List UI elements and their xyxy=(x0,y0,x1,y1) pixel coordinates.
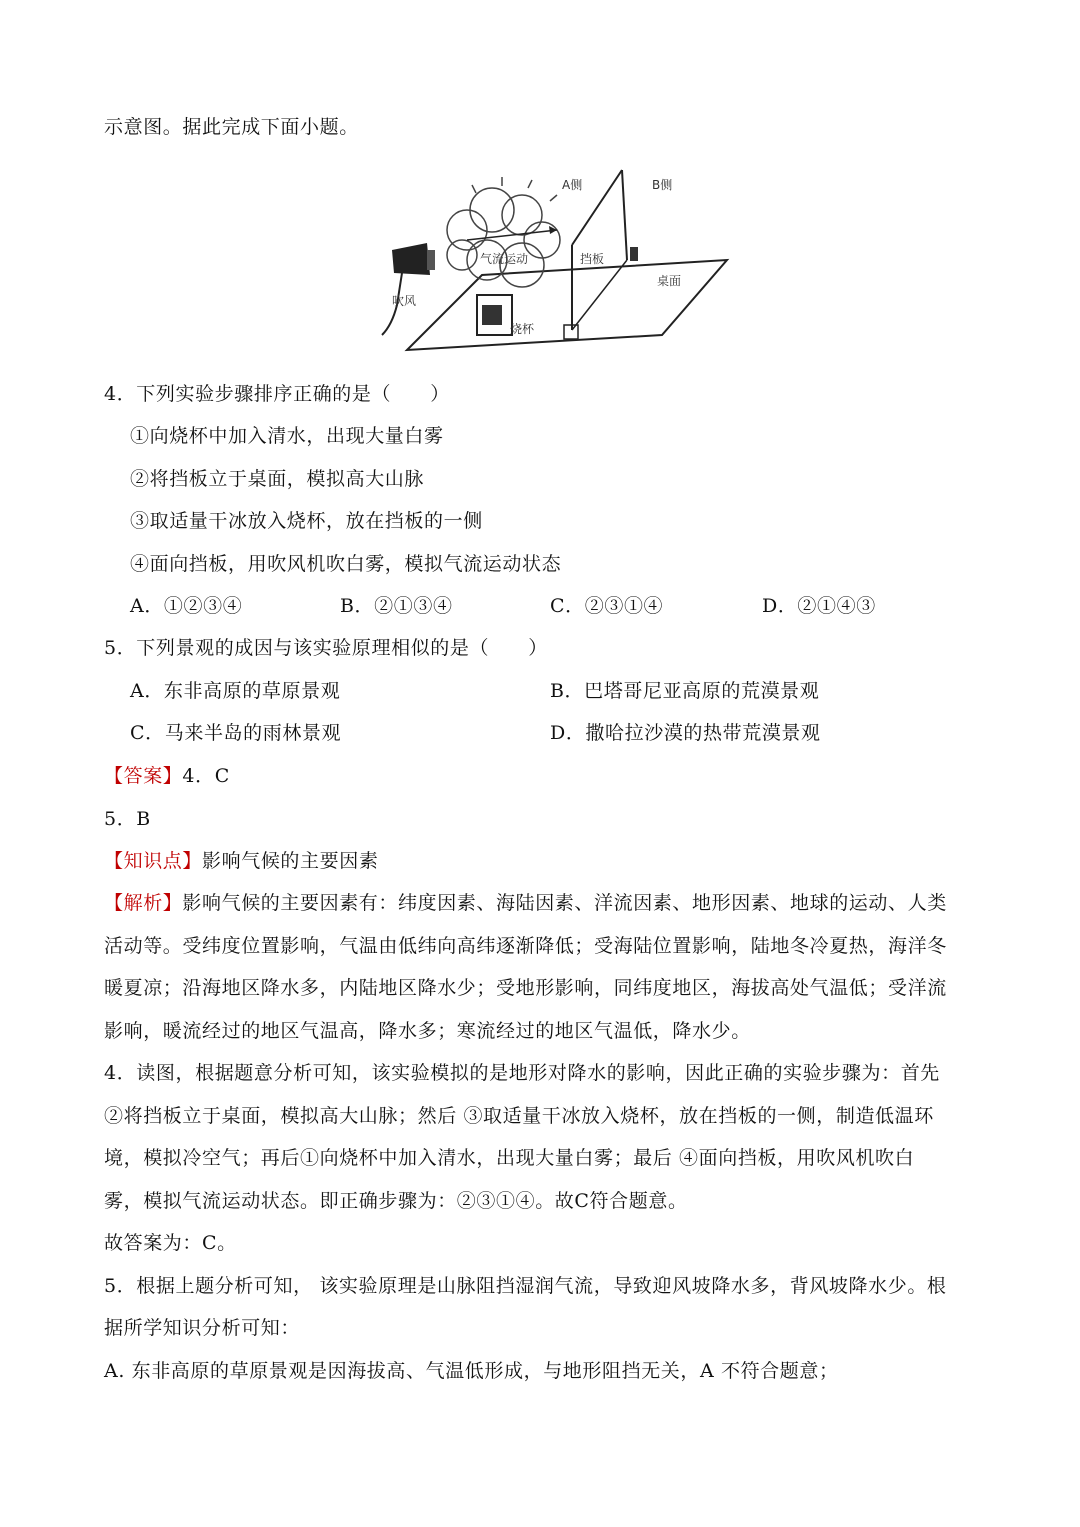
label-desk: 桌面 xyxy=(657,274,682,288)
analysis-line-3: 暖夏凉；沿海地区降水多，内陆地区降水少；受地形影响，同纬度地区，海拔高处气温低；受洋流 xyxy=(104,977,947,999)
q5-stem: 5．下列景观的成因与该实验原理相似的是（ ） xyxy=(104,637,548,659)
answer-4: 4．C xyxy=(182,765,230,787)
experiment-diagram xyxy=(372,155,730,360)
fog-cloud xyxy=(447,188,560,287)
analysis-line-8: 雾，模拟气流运动状态。即正确步骤为：②③①④。故C符合题意。 xyxy=(104,1190,688,1212)
q4-stem: 4．下列实验步骤排序正确的是（ ） xyxy=(104,383,450,405)
q4-option-d: D．②①④③ xyxy=(762,595,876,617)
q4-step-4: ④面向挡板，用吹风机吹白雾，模拟气流运动状态 xyxy=(130,553,562,575)
board-edge xyxy=(622,170,627,260)
analysis-line-9: 故答案为：C。 xyxy=(104,1232,237,1254)
board-base xyxy=(572,260,627,330)
board-stand xyxy=(630,247,638,261)
q4-step-1: ①向烧杯中加入清水，出现大量白雾 xyxy=(130,425,444,447)
q4-option-b: B．②①③④ xyxy=(340,595,453,617)
q4-step-3: ③取适量干冰放入烧杯，放在挡板的一侧 xyxy=(130,510,483,532)
analysis-line-12: A. 东非高原的草原景观是因海拔高、气温低形成，与地形阻挡无关，A 不符合题意； xyxy=(104,1360,839,1382)
hair-dryer xyxy=(382,243,435,335)
label-side-a: A侧 xyxy=(562,178,583,192)
q4-option-a: A．①②③④ xyxy=(130,595,243,617)
analysis-line-7: 境，模拟冷空气；再后①向烧杯中加入清水，出现大量白雾；最后 ④面向挡板，用吹风机吹白 xyxy=(104,1147,915,1169)
beaker-contents xyxy=(482,305,502,325)
answer-5: 5．B xyxy=(104,808,151,830)
q5-option-a: A．东非高原的草原景观 xyxy=(130,680,341,702)
airflow-arrow-head xyxy=(549,226,557,234)
label-beaker: 烧杯 xyxy=(510,322,535,336)
analysis-text-1: 影响气候的主要因素有：纬度因素、海陆因素、洋流因素、地形因素、地球的运动、人类 xyxy=(182,892,947,914)
label-board: 挡板 xyxy=(580,252,605,266)
q4-option-c: C．②③①④ xyxy=(550,595,664,617)
analysis-line-6: ②将挡板立于桌面，模拟高大山脉；然后 ③取适量干冰放入烧杯，放在挡板的一侧，制造低温环 xyxy=(104,1105,934,1127)
analysis-line-4: 影响，暖流经过的地区气温高，降水多；寒流经过的地区气温低，降水少。 xyxy=(104,1020,751,1042)
analysis-line-10: 5．根据上题分析可知， 该实验原理是山脉阻挡湿润气流，导致迎风坡降水多，背风坡降水少。根 xyxy=(104,1275,947,1297)
analysis-tag: 【解析】 xyxy=(104,892,183,914)
q5-option-b: B．巴塔哥尼亚高原的荒漠景观 xyxy=(550,680,820,702)
answer-line xyxy=(104,763,230,789)
q5-option-c: C．马来半岛的雨林景观 xyxy=(130,722,342,744)
knowledge-line xyxy=(104,848,378,874)
intro-text: 示意图。据此完成下面小题。 xyxy=(104,116,359,138)
experiment-figure xyxy=(372,155,730,360)
analysis-line-5: 4．读图，根据题意分析可知，该实验模拟的是地形对降水的影响，因此正确的实验步骤为：首先 xyxy=(104,1062,940,1084)
q4-step-2: ②将挡板立于桌面，模拟高大山脉 xyxy=(130,468,425,490)
analysis-line-1 xyxy=(104,890,947,916)
label-dryer: 吹风 xyxy=(392,294,417,308)
knowledge-tag: 【知识点】 xyxy=(104,850,203,872)
analysis-line-2: 活动等。受纬度位置影响，气温由低纬向高纬逐渐降低；受海陆位置影响，陆地冬冷夏热，海洋冬 xyxy=(104,935,947,957)
q5-option-d: D．撒哈拉沙漠的热带荒漠景观 xyxy=(550,722,821,744)
answer-tag: 【答案】 xyxy=(104,765,183,787)
label-side-b: B侧 xyxy=(652,178,673,192)
analysis-line-11: 据所学知识分析可知： xyxy=(104,1317,301,1339)
knowledge-text: 影响气候的主要因素 xyxy=(202,850,379,872)
label-airflow: 气流运动 xyxy=(480,252,529,266)
